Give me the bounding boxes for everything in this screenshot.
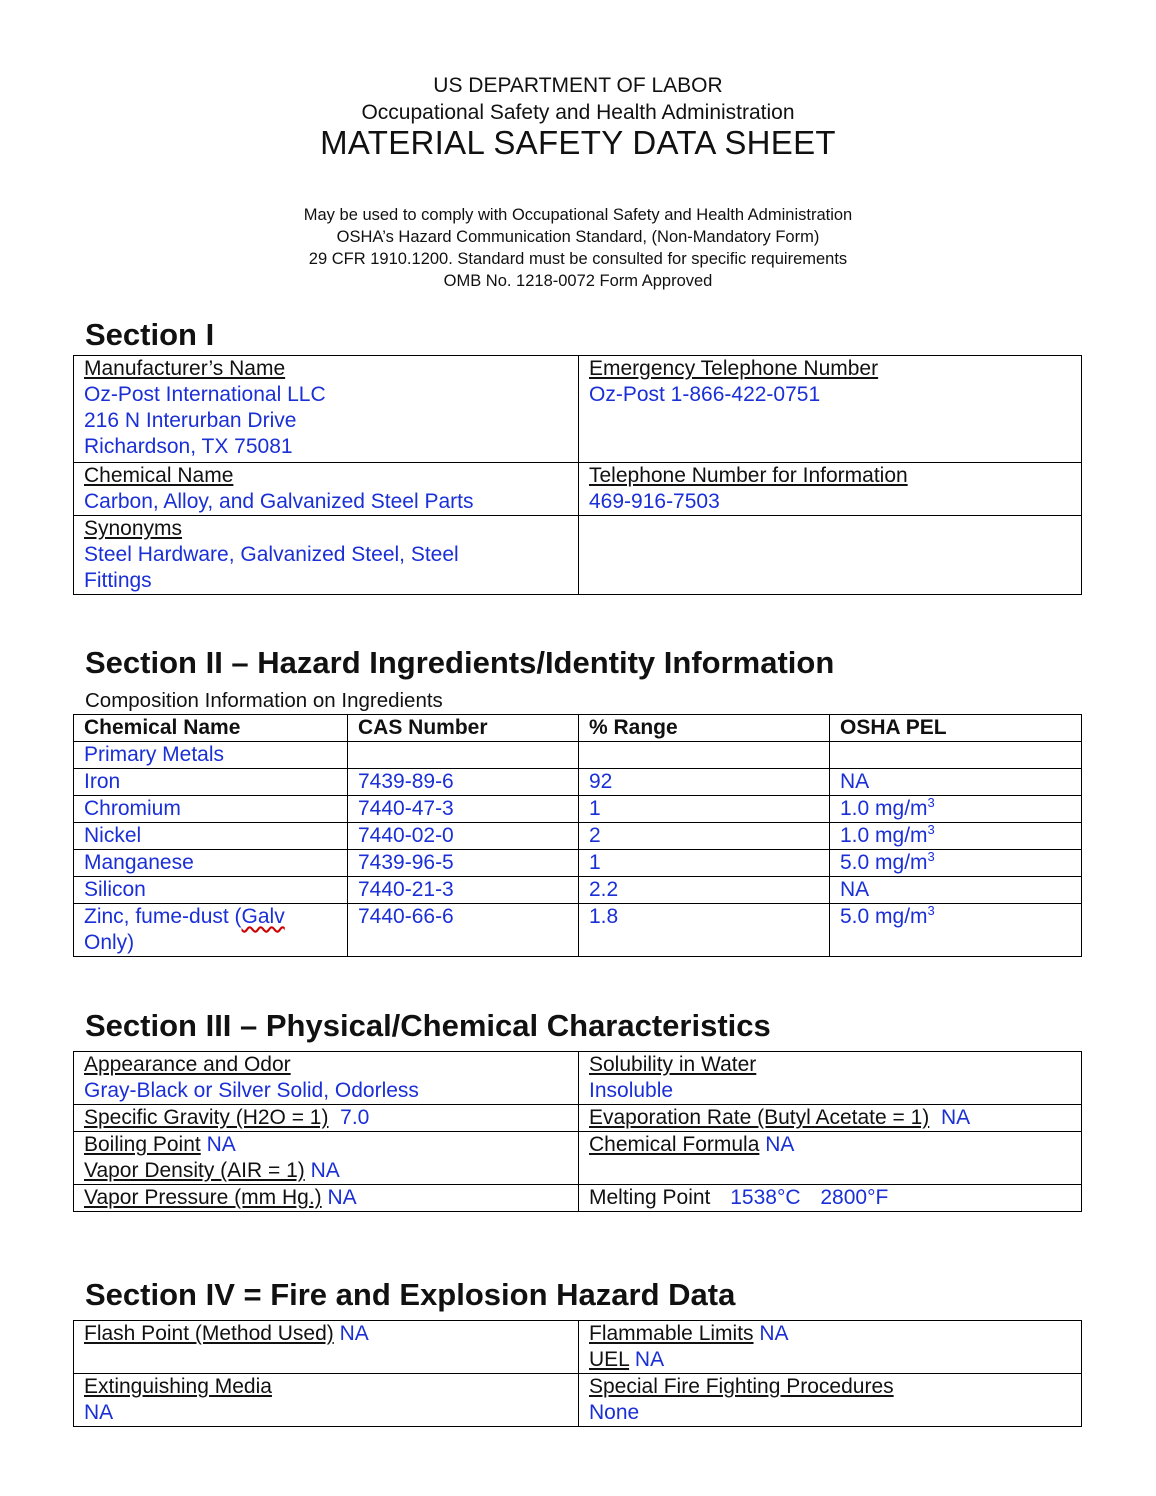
synonyms-cell xyxy=(74,516,579,595)
cas-number: 7440-02-0 xyxy=(348,823,579,850)
osha-pel-cell xyxy=(830,823,1082,850)
section-2-title: Section II – Hazard Ingredients/Identity Information xyxy=(85,645,835,680)
melting-celsius: 1538°C xyxy=(730,1186,801,1209)
header-agency: US DEPARTMENT OF LABOR xyxy=(433,74,723,97)
intro-line: OMB No. 1218-0072 Form Approved xyxy=(443,272,713,290)
column-header: OSHA PEL xyxy=(830,715,1082,742)
manufacturer-cell xyxy=(74,356,579,463)
gravity-value: 7.0 xyxy=(340,1106,370,1129)
pel-exponent: 3 xyxy=(927,849,935,864)
synonyms-label: Synonyms xyxy=(84,517,183,540)
section-3-table xyxy=(73,1051,1082,1212)
ingredient-name: Manganese xyxy=(74,850,348,877)
flammable-value: NA xyxy=(759,1322,789,1345)
evaporation-value: NA xyxy=(940,1106,971,1129)
section-4-title: Section IV = Fire and Explosion Hazard Data xyxy=(85,1277,736,1312)
manufacturer-street: 216 N Interurban Drive xyxy=(84,409,297,432)
vapor-density-line xyxy=(84,1158,568,1184)
emergency-cell xyxy=(579,356,1082,463)
uel-value: NA xyxy=(634,1348,665,1371)
uel-line xyxy=(589,1347,1071,1373)
intro-line: 29 CFR 1910.1200. Standard must be consulted for specific requirements xyxy=(308,250,848,268)
flash-point-label: Flash Point (Method Used) xyxy=(84,1322,334,1345)
solubility-cell xyxy=(579,1052,1082,1105)
vapor-pressure-label: Vapor Pressure (mm Hg.) xyxy=(84,1186,322,1209)
vapor-pressure-cell xyxy=(74,1185,579,1212)
table-row xyxy=(74,742,1082,769)
ingredient-name: Nickel xyxy=(74,823,348,850)
table-cell xyxy=(579,742,830,769)
osha-pel-cell xyxy=(830,850,1082,877)
extinguishing-cell xyxy=(74,1374,579,1427)
appearance-cell xyxy=(74,1052,579,1105)
melting-cell xyxy=(579,1185,1082,1212)
group-label: Primary Metals xyxy=(74,742,348,769)
manufacturer-name: Oz-Post International LLC xyxy=(84,383,326,406)
emergency-label: Emergency Telephone Number xyxy=(589,357,879,380)
osha-pel: NA xyxy=(830,769,1082,796)
cas-number: 7440-66-6 xyxy=(348,904,579,957)
table-row xyxy=(74,769,1082,796)
ingredient-name-cell xyxy=(74,904,348,957)
vapor-density-value: NA xyxy=(310,1159,340,1182)
table-row xyxy=(74,904,1082,957)
boiling-label: Boiling Point xyxy=(84,1133,201,1156)
section-1-title: Section I xyxy=(85,317,215,352)
gravity-cell xyxy=(74,1105,579,1132)
boiling-line xyxy=(84,1132,568,1158)
intro-line: May be used to comply with Occupational Safety and Health Administration xyxy=(303,206,853,224)
cas-number: 7439-96-5 xyxy=(348,850,579,877)
boiling-value: NA xyxy=(206,1133,236,1156)
percent-range: 1 xyxy=(579,850,830,877)
ingredient-name: Chromium xyxy=(74,796,348,823)
composition-caption: Composition Information on Ingredients xyxy=(85,689,443,712)
solubility-value: Insoluble xyxy=(589,1079,674,1102)
flammable-cell xyxy=(579,1321,1082,1374)
extinguishing-label: Extinguishing Media xyxy=(84,1375,272,1398)
solubility-label: Solubility in Water xyxy=(589,1053,757,1076)
special-procedures-cell xyxy=(579,1374,1082,1427)
flash-point-cell xyxy=(74,1321,579,1374)
ingredients-table xyxy=(73,714,1082,957)
table-cell xyxy=(830,742,1082,769)
table-cell xyxy=(348,742,579,769)
section-3-title: Section III – Physical/Chemical Characteristics xyxy=(85,1008,771,1043)
osha-pel: 5.0 mg/m xyxy=(840,905,928,928)
column-header: % Range xyxy=(579,715,830,742)
vapor-density-label: Vapor Density (AIR = 1) xyxy=(84,1159,305,1182)
percent-range: 92 xyxy=(579,769,830,796)
special-procedures-label: Special Fire Fighting Procedures xyxy=(589,1375,894,1398)
intro-notice xyxy=(0,204,1156,292)
flash-point-value: NA xyxy=(339,1322,369,1345)
table-row xyxy=(74,823,1082,850)
osha-pel: 1.0 mg/m xyxy=(840,797,928,820)
table-row xyxy=(74,850,1082,877)
melting-label: Melting Point xyxy=(589,1186,711,1209)
flammable-label: Flammable Limits xyxy=(589,1322,754,1345)
manufacturer-label: Manufacturer’s Name xyxy=(84,357,286,380)
empty-cell xyxy=(579,516,1082,595)
cas-number: 7439-89-6 xyxy=(348,769,579,796)
osha-pel: 1.0 mg/m xyxy=(840,824,928,847)
emergency-value: Oz-Post 1-866-422-0751 xyxy=(589,383,821,406)
uel-label: UEL xyxy=(589,1348,630,1371)
cas-number: 7440-21-3 xyxy=(348,877,579,904)
osha-pel-cell xyxy=(830,796,1082,823)
section-4-table xyxy=(73,1320,1082,1427)
formula-cell xyxy=(579,1132,1082,1185)
column-header: Chemical Name xyxy=(74,715,348,742)
pel-exponent: 3 xyxy=(927,822,935,837)
special-procedures-value: None xyxy=(589,1401,640,1424)
percent-range: 2 xyxy=(579,823,830,850)
ingredient-name: Silicon xyxy=(74,877,348,904)
chemical-name-value: Carbon, Alloy, and Galvanized Steel Parts xyxy=(84,490,474,513)
percent-range: 2.2 xyxy=(579,877,830,904)
osha-pel: 5.0 mg/m xyxy=(840,851,928,874)
pel-exponent: 3 xyxy=(927,795,935,810)
boiling-cell xyxy=(74,1132,579,1185)
document-title: MATERIAL SAFETY DATA SHEET xyxy=(320,124,836,161)
table-row xyxy=(74,877,1082,904)
zinc-name-part: Only) xyxy=(84,931,135,954)
intro-line: OSHA’s Hazard Communication Standard, (Non-Mandatory Form) xyxy=(336,228,820,246)
header-administration: Occupational Safety and Health Administration xyxy=(361,101,795,124)
info-phone-cell xyxy=(579,463,1082,516)
manufacturer-city: Richardson, TX 75081 xyxy=(84,435,293,458)
osha-pel-cell xyxy=(830,904,1082,957)
evaporation-label: Evaporation Rate (Butyl Acetate = 1) xyxy=(589,1106,930,1129)
vapor-pressure-value: NA xyxy=(327,1186,357,1209)
table-row xyxy=(74,796,1082,823)
column-header: CAS Number xyxy=(348,715,579,742)
zinc-name-part: Zinc, fume-dust ( xyxy=(84,905,242,928)
chemical-name-label: Chemical Name xyxy=(84,464,234,487)
synonyms-line: Fittings xyxy=(84,569,152,592)
melting-fahrenheit: 2800°F xyxy=(820,1186,889,1209)
appearance-label: Appearance and Odor xyxy=(84,1053,291,1076)
cas-number: 7440-47-3 xyxy=(348,796,579,823)
extinguishing-value: NA xyxy=(84,1401,114,1424)
section-1-table xyxy=(73,355,1082,595)
zinc-name-galv: Galv xyxy=(241,905,285,928)
percent-range: 1 xyxy=(579,796,830,823)
gravity-label: Specific Gravity (H2O = 1) xyxy=(84,1106,329,1129)
percent-range: 1.8 xyxy=(579,904,830,957)
info-phone-label: Telephone Number for Information xyxy=(589,464,908,487)
flammable-line xyxy=(589,1321,1071,1347)
pel-exponent: 3 xyxy=(927,903,935,918)
appearance-value: Gray-Black or Silver Solid, Odorless xyxy=(84,1079,419,1102)
osha-pel: NA xyxy=(830,877,1082,904)
ingredient-name: Iron xyxy=(74,769,348,796)
synonyms-line: Steel Hardware, Galvanized Steel, Steel xyxy=(84,543,459,566)
evaporation-cell xyxy=(579,1105,1082,1132)
info-phone-value: 469-916-7503 xyxy=(589,490,720,513)
formula-label: Chemical Formula xyxy=(589,1133,760,1156)
formula-value: NA xyxy=(765,1133,795,1156)
chemical-name-cell xyxy=(74,463,579,516)
